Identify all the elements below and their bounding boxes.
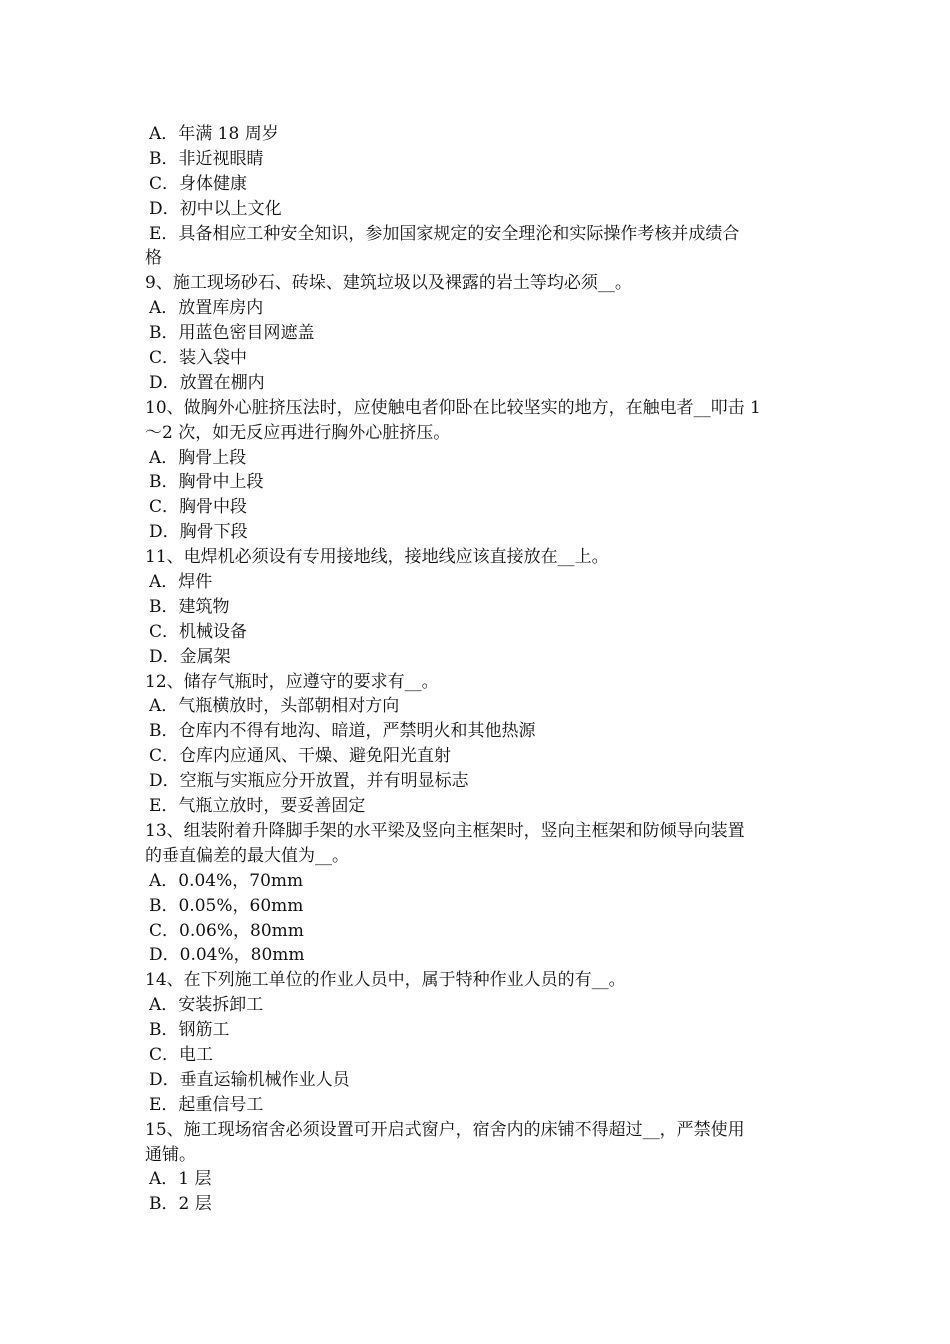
answer-option: C．机械设备 [149,621,248,642]
answer-option: B．0.05%，60mm [149,895,304,916]
answer-option: D．初中以上文化 [149,198,282,219]
answer-option: A．胸骨上段 [149,447,247,468]
answer-option: D．0.04%，80mm [149,945,305,966]
answer-option: D．垂直运输机械作业人员 [149,1069,350,1090]
question-text: 10、做胸外心脏挤压法时，应使触电者仰卧在比较坚实的地方，在触电者__叩击 1 [145,397,761,418]
question-text: 11、电焊机必须设有专用接地线，接地线应该直接放在__上。 [145,547,609,568]
answer-option: C．装入袋中 [149,348,248,369]
answer-option: C．身体健康 [149,173,248,194]
answer-option: D．空瓶与实瓶应分开放置，并有明显标志 [149,771,469,792]
answer-option: C．0.06%，80mm [149,920,304,941]
question-text: 通铺。 [145,1144,196,1165]
answer-option: E．起重信号工 [149,1094,264,1115]
question-text: 15、施工现场宿舍必须设置可开启式窗户，宿舍内的床铺不得超过__，严禁使用 [145,1119,745,1140]
question-text: 12、储存气瓶时，应遵守的要求有__。 [145,671,439,692]
answer-option: D．金属架 [149,646,231,667]
question-text: 格 [145,248,162,269]
answer-option: A．安装拆卸工 [149,995,264,1016]
answer-option: B．建筑物 [149,596,230,617]
answer-option: E．气瓶立放时，要妥善固定 [149,796,366,817]
question-text: 14、在下列施工单位的作业人员中，属于特种作业人员的有__。 [145,970,626,991]
answer-option: A．1 层 [149,1169,212,1190]
answer-option: C．胸骨中段 [149,497,248,518]
answer-option: A．0.04%，70mm [149,870,304,891]
document-page [145,122,810,1217]
answer-option: B．非近视眼睛 [149,148,264,169]
answer-option: A．年满 18 周岁 [149,124,279,144]
question-text: 的垂直偏差的最大值为__。 [145,845,349,866]
answer-option: A．焊件 [149,572,213,593]
answer-option: C．仓库内应通风、干燥、避免阳光直射 [149,746,452,767]
answer-option: B．钢筋工 [149,1020,230,1041]
answer-option: B．胸骨中上段 [149,472,264,493]
answer-option: A．放置库房内 [149,298,264,319]
answer-option: A．气瓶横放时，头部朝相对方向 [149,696,400,717]
question-text: ～2 次，如无反应再进行胸外心脏挤压。 [145,422,451,443]
answer-option: D．放置在棚内 [149,372,265,393]
answer-option: B．用蓝色密目网遮盖 [149,323,315,344]
answer-option: B．仓库内不得有地沟、暗道，严禁明火和其他热源 [149,721,536,742]
answer-option: C．电工 [149,1044,214,1065]
answer-option: D．胸骨下段 [149,522,248,543]
question-text: 9、施工现场砂石、砖垛、建筑垃圾以及裸露的岩土等均必须__。 [145,273,632,294]
answer-option: E．具备相应工种安全知识，参加国家规定的安全理沦和实际操作考核并成绩合 [149,223,740,244]
question-text: 13、组装附着升降脚手架的水平梁及竖向主框架时，竖向主框架和防倾导向装置 [145,820,745,841]
answer-option: B．2 层 [149,1194,212,1215]
